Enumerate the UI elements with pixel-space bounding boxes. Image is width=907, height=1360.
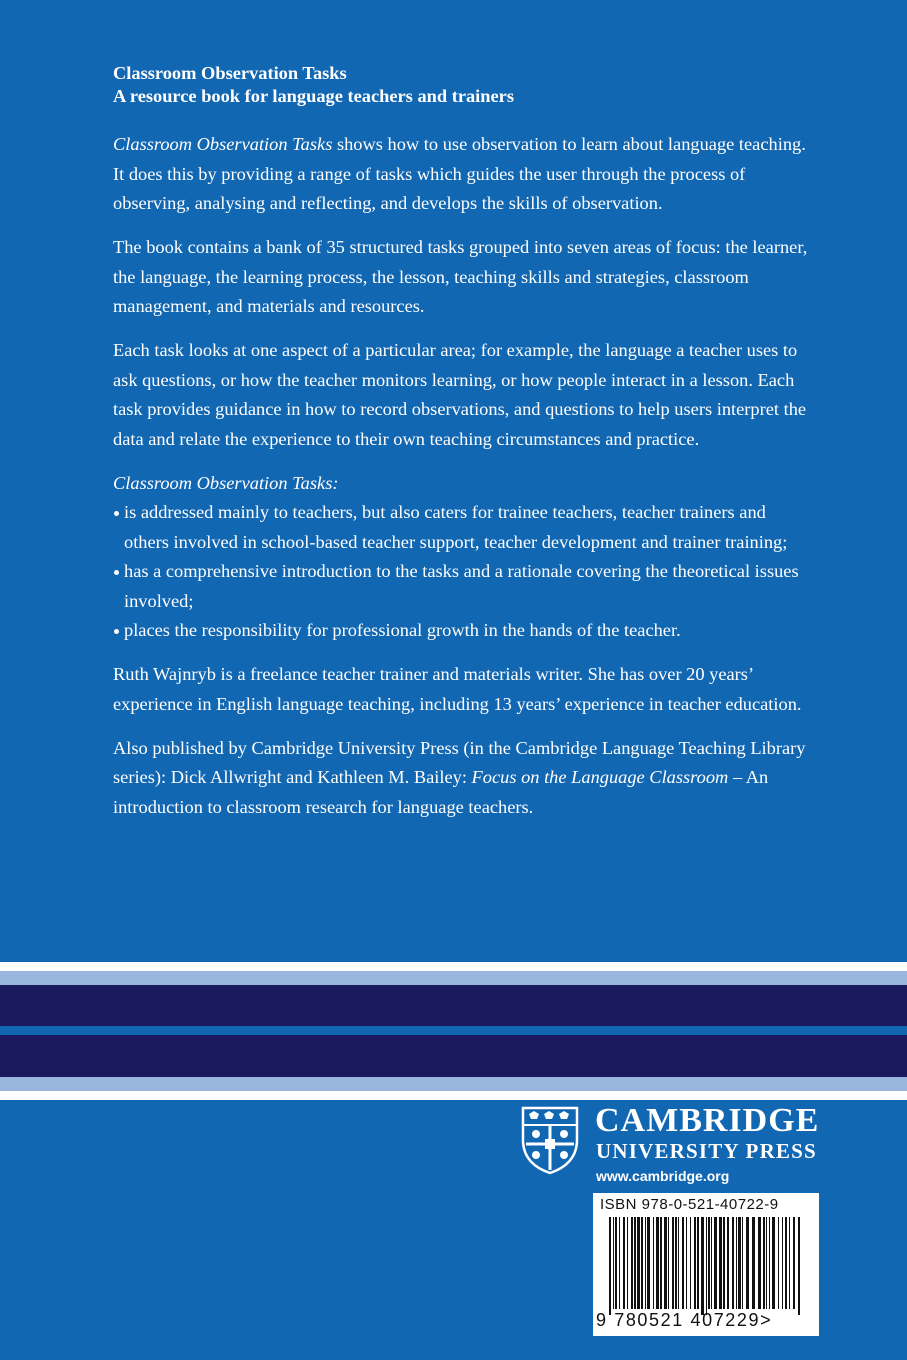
barcode-bar [641, 1217, 643, 1309]
stripe-navy [0, 1035, 907, 1077]
barcode-bar [752, 1217, 755, 1309]
intro-paragraph [113, 130, 813, 219]
stripe-white [0, 1091, 907, 1100]
barcode-bar [738, 1217, 741, 1309]
barcode-bar [694, 1217, 696, 1309]
barcode-bar [615, 1217, 617, 1309]
barcode-bar [778, 1217, 779, 1309]
barcode-bar [660, 1217, 662, 1309]
barcode-bar [758, 1217, 761, 1309]
barcode-bar [686, 1217, 687, 1309]
barcode-bar [647, 1217, 650, 1309]
barcode-bar [798, 1217, 800, 1315]
barcode-bar [623, 1217, 625, 1309]
barcode-bar [736, 1217, 737, 1309]
also-published-intro: Also published by Cambridge University Press (in the Cambridge Language Teaching Library series): Dick Allwright and Kathleen M. Bailey: [113, 737, 806, 787]
barcode-bar [672, 1217, 674, 1309]
barcode-bar [723, 1217, 725, 1309]
stripe-navy [0, 985, 907, 1026]
barcode-bar [789, 1217, 790, 1309]
task-paragraph: Each task looks at one aspect of a particular area; for example, the language a teacher uses to ask questions, or how the teacher monitors learning, or how people interact in a lesson. Each task provides guidance in how to record observations, and questions to help users interpret the data and relate the experience to their own teaching circumstances and practice. [113, 340, 807, 449]
barcode-end-mark: > [760, 1310, 773, 1330]
barcode-bar [697, 1217, 699, 1309]
publisher-subname: UNIVERSITY PRESS [596, 1139, 817, 1163]
barcode-bar [609, 1217, 611, 1315]
barcode-bar [772, 1217, 775, 1309]
barcode [593, 1193, 819, 1336]
stripe-blue [0, 1026, 907, 1035]
barcode-bar [627, 1217, 628, 1309]
blurb-header [113, 62, 813, 107]
barcode-bar [706, 1217, 707, 1315]
barcode-bar [678, 1217, 679, 1309]
barcode-bar [711, 1217, 712, 1309]
book-title: Classroom Observation Tasks [113, 63, 347, 83]
barcode-bar [701, 1217, 704, 1315]
barcode-bar [613, 1217, 614, 1309]
barcode-bar [656, 1217, 659, 1309]
intro-text: shows how to use observation to learn about language teaching. It does this by providing a range of tasks which guides the user through the process of observing, analysing and reflecting, and develops the skills of observation. [113, 134, 806, 213]
barcode-bar [714, 1217, 717, 1309]
barcode-bar [793, 1217, 795, 1309]
barcode-bar [782, 1217, 783, 1309]
feature-item: is addressed mainly to teachers, but also caters for trainee teachers, teacher trainers and others involved in school-based teacher support, teacher development and trainer training; [113, 498, 813, 557]
barcode-bar [619, 1217, 620, 1309]
publisher-url: www.cambridge.org [596, 1168, 730, 1184]
barcode-bar [769, 1217, 770, 1309]
barcode-bar [675, 1217, 677, 1309]
barcode-bar [785, 1217, 787, 1309]
barcode-number: 9 780521 407229 [596, 1310, 761, 1330]
barcode-bar [742, 1217, 743, 1309]
cambridge-crest-icon [521, 1106, 579, 1174]
isbn-label: ISBN 978-0-521-40722-9 [600, 1196, 779, 1213]
barcode-bar [668, 1217, 669, 1309]
book-subtitle: A resource book for language teachers and trainers [113, 85, 514, 106]
also-published-rest: – An introduction to classroom research for language teachers. [113, 767, 769, 817]
barcode-bar [732, 1217, 734, 1309]
barcode-bar [637, 1217, 640, 1309]
barcode-bar [631, 1217, 633, 1309]
barcode-bar [766, 1217, 767, 1309]
also-published [113, 734, 813, 823]
intro-book-title: Classroom Observation Tasks [113, 134, 333, 154]
also-published-title: Focus on the Language Classroom [471, 767, 729, 787]
barcode-bar [727, 1217, 729, 1309]
barcode-bar [634, 1217, 636, 1309]
barcode-digits [596, 1309, 772, 1331]
author-bio: Ruth Wajnryb is a freelance teacher trainer and materials writer. She has over 20 years’ experience in English language teaching, including 13 years’ experience in teacher education. [113, 664, 802, 714]
barcode-bar [645, 1217, 646, 1309]
barcode-bar [763, 1217, 765, 1309]
features-list [113, 498, 813, 646]
barcode-bar [746, 1217, 749, 1309]
barcode-bar [682, 1217, 684, 1309]
barcode-bar [664, 1217, 667, 1309]
feature-item: has a comprehensive introduction to the tasks and a rationale covering the theoretical issues involved; [113, 557, 813, 616]
publisher-name: CAMBRIDGE [595, 1102, 820, 1139]
barcode-bar [690, 1217, 691, 1309]
barcode-bar [653, 1217, 654, 1309]
stripe-light-blue [0, 1077, 907, 1091]
stripe-white [0, 962, 907, 971]
feature-item: places the responsibility for professional growth in the hands of the teacher. [113, 616, 813, 646]
features-heading: Classroom Observation Tasks: [113, 472, 339, 493]
stripe-light-blue [0, 971, 907, 985]
contents-paragraph: The book contains a bank of 35 structured tasks grouped into seven areas of focus: the learner, the language, the learning process, the lesson, teaching skills and strategies, classroom management, and materials and resources. [113, 237, 808, 316]
blurb [113, 62, 813, 837]
barcode-bar [719, 1217, 722, 1309]
barcode-bar [708, 1217, 710, 1309]
